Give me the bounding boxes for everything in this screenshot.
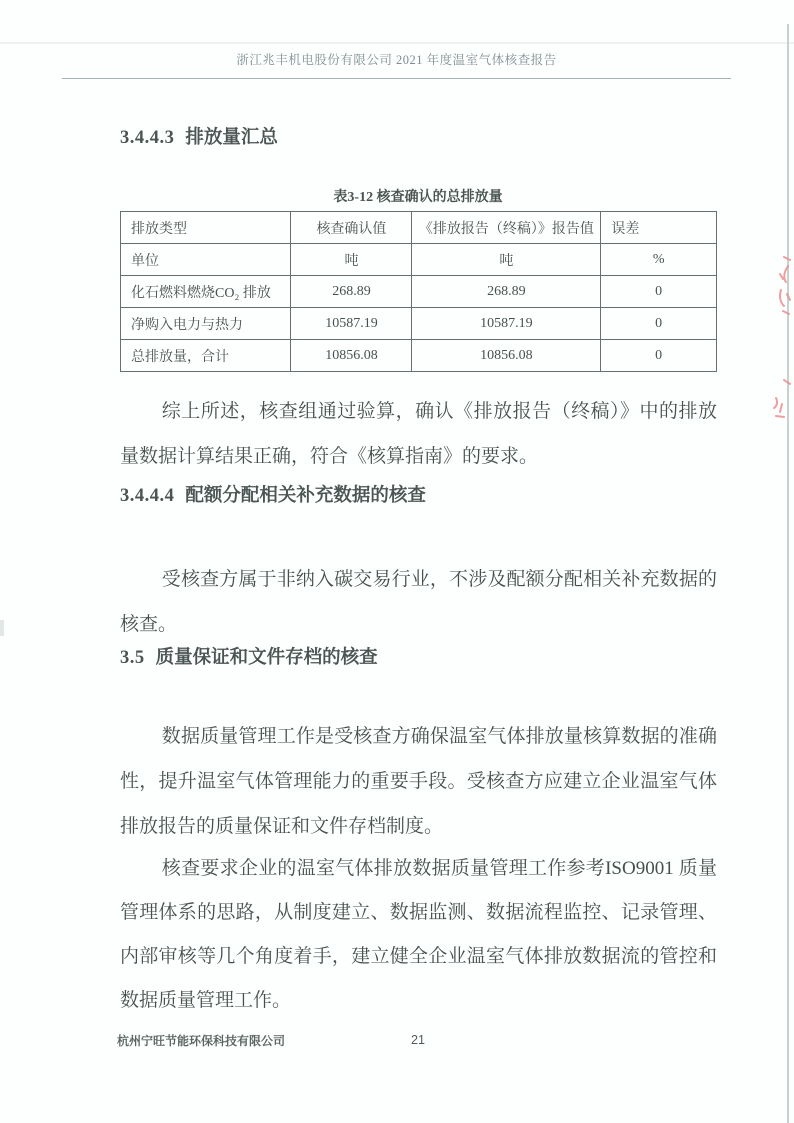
page-header (62, 50, 731, 79)
cell-value: 0 (601, 308, 717, 340)
scan-edge-artifact-top (0, 42, 794, 44)
cell-value: 10856.08 (291, 340, 412, 372)
cell-value: 268.89 (291, 276, 412, 308)
table-row-total (121, 340, 717, 372)
cell-value: 10587.19 (412, 308, 601, 340)
col-header-reported-value: 《排放报告（终稿）》报告值 (412, 212, 601, 244)
col-header-emission-type: 排放类型 (121, 212, 291, 244)
cell-value: 吨 (291, 244, 412, 276)
cell-value: 吨 (412, 244, 601, 276)
footer-company-name: 杭州宁旺节能环保科技有限公司 (117, 1034, 286, 1048)
heading-title: 排放量汇总 (185, 128, 278, 148)
heading-3-4-4-3 (120, 126, 720, 150)
paragraph-quality-2: 核查要求企业的温室气体排放数据质量管理工作参考ISO9001 质量管理体系的思路，从制度建立、数据监测、数据流程监控、记录管理、内部审核等几个角度着手，建立健全企业温室气体排放数据流的管控和数据质量管理工作。 (120, 858, 717, 1011)
heading-title: 配额分配相关补充数据的核查 (185, 486, 426, 506)
heading-3-4-4-4 (120, 484, 720, 508)
red-pen-mark-upper (770, 254, 794, 316)
heading-number: 3.4.4.3 (120, 128, 175, 148)
cell-label: 净购入电力与热力 (121, 308, 291, 340)
table-row-purchased-power (121, 308, 717, 340)
table-header-row (121, 212, 717, 244)
paragraph-quota: 受核查方属于非纳入碳交易行业，不涉及配额分配相关补充数据的核查。 (120, 569, 717, 635)
cell-label: 化石燃料燃烧CO₂ 排放 (121, 276, 291, 308)
cell-value: 10587.19 (291, 308, 412, 340)
heading-number: 3.5 (120, 648, 145, 668)
paragraph-quality-1: 数据质量管理工作是受核查方确保温室气体排放量核算数据的准确性，提升温室气体管理能力的重要手段。受核查方应建立企业温室气体排放报告的质量保证和文件存档制度。 (120, 726, 717, 837)
col-header-verified-value: 核查确认值 (291, 212, 412, 244)
cell-value: % (601, 244, 717, 276)
page-footer (0, 1030, 794, 1054)
cell-value: 0 (601, 276, 717, 308)
heading-number: 3.4.4.4 (120, 486, 175, 506)
page-number: 21 (411, 1033, 425, 1047)
heading-title: 质量保证和文件存档的核查 (155, 648, 378, 668)
cell-value: 10856.08 (412, 340, 601, 372)
paragraph-summary: 综上所述，核查组通过验算，确认《排放报告（终稿）》中的排放量数据计算结果正确，符合《核算指南》的要求。 (120, 401, 717, 467)
table-row-unit (121, 244, 717, 276)
red-pen-mark-lower (768, 376, 794, 420)
table-row-fossil-fuel (121, 276, 717, 308)
emissions-summary-table (120, 211, 717, 372)
scan-edge-artifact-right (787, 24, 789, 1123)
cell-label: 单位 (121, 244, 291, 276)
scan-edge-artifact-left (0, 620, 4, 636)
table-caption: 表3-12 核查确认的总排放量 (333, 190, 503, 205)
heading-3-5 (120, 646, 720, 670)
cell-label: 总排放量，合计 (121, 340, 291, 372)
col-header-error: 误差 (601, 212, 717, 244)
report-header-title: 浙江兆丰机电股份有限公司 2021 年度温室气体核查报告 (236, 53, 557, 67)
cell-value: 0 (601, 340, 717, 372)
cell-value: 268.89 (412, 276, 601, 308)
